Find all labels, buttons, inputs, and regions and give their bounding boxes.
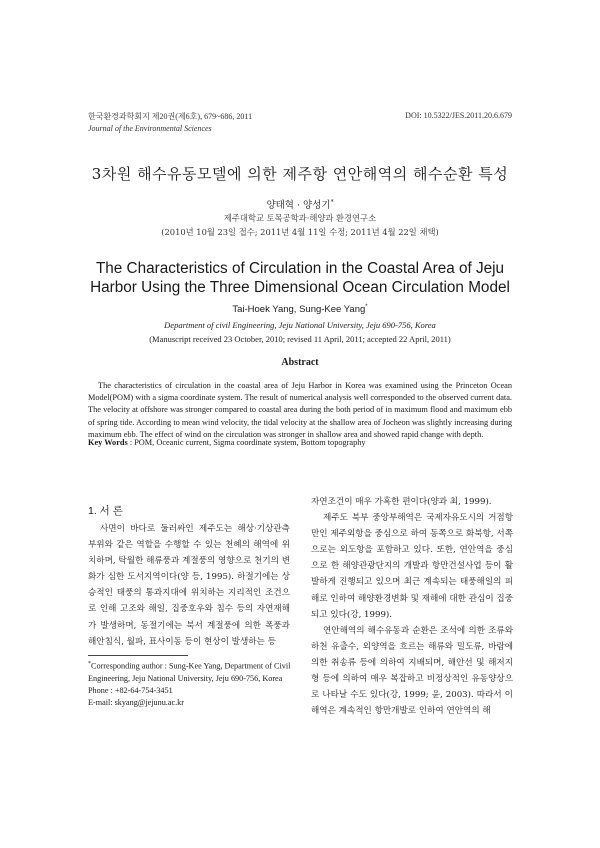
doi: DOI: 10.5322/JES.2011.20.6.679 [405,111,512,120]
footnote-phone: Phone : +82-64-754-3451 [88,686,173,696]
abstract-text: The characteristics of circulation in the coastal area of Jeju Harbor in Korea was examined using the Princeton Ocean Model(POM) with a sigma coordinate system. The result of numerical analysis well corresponded to the observed current data. The velocity at offshore was stronger compared to coastal area during the both period of in maximum flood and maximum ebb of spring tide. According to mean wind velocity, the tidal velocity at the shallow area of Jocheon was slightly increasing during maximum ebb. The effect of wind on the circulation was stronger in shallow area and showed rapid change with depth. [88,381,512,439]
keywords [88,438,512,447]
korean-author-mark: * [330,198,334,206]
corresponding-author-footnote [88,658,298,710]
journal-header [88,111,252,135]
english-author-mark: * [365,304,368,310]
intro-paragraph-2: 제주도 북부 중앙부해역은 국제자유도시의 거점항만인 제주외항을 중심으로 하여 동쪽으로 화북항, 서쪽으로는 외도항을 포함하고 있다. 또한, 연안역을 중심으로 한 해양관광단지의 개발과 항만건설사업 등이 활발하게 진행되고 있으며 최근 계속되는 태풍해일의 피해로 인하여 해양환경변화 및 재해에 대한 관심이 집중되고 있다(강, 1999). [311,513,513,620]
keywords-list: : POM, Oceanic current, Sigma coordinate system, Bottom topography [129,438,366,447]
footnote-author: Corresponding author : Sung-Kee Yang, Department of Civil Engineering, Jeju National University, Jeju 690-756, Korea [88,661,291,683]
english-title-line-2: Harbor Using the Three Dimensional Ocean Circulation Model [90,279,510,296]
abstract-heading: Abstract [281,357,319,368]
english-title-line-1: The Characteristics of Circulation in the Coastal Area of Jeju [95,260,505,277]
journal-name-kr: 한국환경과학회지 제20권(제6호), 679~686, 2011 [88,112,253,121]
section-heading-introduction: 1. 서 론 [88,505,123,517]
body-left-column [88,521,290,650]
korean-authors [0,197,600,211]
english-title [80,259,520,297]
body-right-column [311,494,513,719]
korean-affiliation: 제주대학교 토목공학과·해양과 환경연구소 [223,213,377,223]
intro-paragraph-3: 연안해역의 해수유동과 순환은 조석에 의한 조류와 하천 유출수, 외양역을 흐르는 해류와 밀도류, 바람에 의한 취송류 등에 의하여 지배되며, 해안선 및 해저지형 등에 의하여 매우 복잡하고 비정상적인 유동양상으로 나타날 수도 있다(강, 1999; 윤, 2003). 따라서 이 해역은 계속적인 항만개발로 인하여 연안역의 해 [311,625,513,717]
footnote-email: E-mail: skyang@jejunu.ac.kr [88,698,184,708]
intro-paragraph-continued: 자연조건이 매우 가혹한 편이다(양과 최, 1999). [311,497,492,507]
footnote-divider [88,655,188,656]
english-author-names: Tai-Hoek Yang, Sung-Kee Yang [232,304,366,316]
journal-name-en: Journal of the Environmental Sciences [88,124,212,133]
english-affiliation: Department of civil Engineering, Jeju National University, Jeju 690-756, Korea [164,320,436,330]
korean-title: 3차원 해수유동모델에 의한 제주항 연안해역의 해수순환 특성 [91,165,509,183]
korean-received-dates: (2010년 10월 23일 접수; 2011년 4월 11일 수정; 2011년 4월 22일 채택) [161,227,439,237]
english-received-dates: (Manuscript received 23 October, 2010; revised 11 April, 2011; accepted 22 April, 2011) [149,334,451,344]
intro-paragraph-1: 사면이 바다로 둘러싸인 제주도는 해상·기상관측 부위와 같은 역할을 수행할 수 있는 천혜의 해역에 위치하며, 탁월한 해류풍과 계절풍의 영향으로 천기의 변화가 심한 도서지역이다(양 등, 1995). 하절기에는 상승적인 태풍의 통과지대에 위치하는 지리적인 조건으로 인해 고조와 해일, 집중호우와 침수 등의 자연재해가 발생하며, 동절기에는 북서 계절풍에 의한 폭풍과 해안침식, 월파, 표사이동 등이 현상이 발생하는 등 [88,524,290,647]
footnote-mark: * [88,661,91,667]
english-authors [0,304,600,315]
korean-author-names: 양태혁 · 양성기 [266,200,331,211]
keywords-label: Key Words [88,438,128,447]
